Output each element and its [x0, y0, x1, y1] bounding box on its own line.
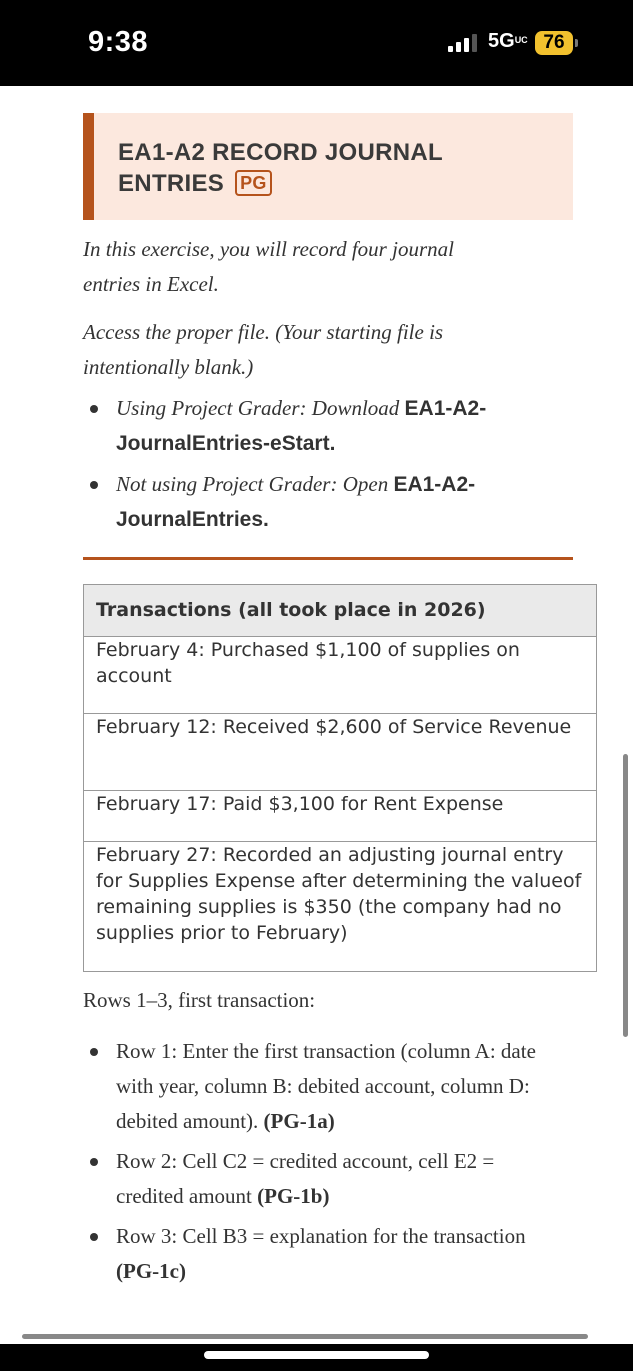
table-cell: February 12: Received $2,600 of Service Revenue — [84, 714, 597, 791]
table-cell: February 4: Purchased $1,100 of supplies on account — [84, 637, 597, 714]
table-cell: February 17: Paid $3,100 for Rent Expense — [84, 791, 597, 842]
transactions-table — [83, 584, 597, 972]
table-cell: February 27: Recorded an adjusting journal entry for Supplies Expense after determining the valueof remaining supplies is $350 (the company had no supplies prior to February) — [84, 842, 597, 972]
network-type: 5G — [488, 30, 515, 52]
pg-code: (PG-1c) — [116, 1259, 186, 1283]
table-row — [84, 791, 597, 842]
table-row — [84, 714, 597, 791]
vertical-scrollbar[interactable] — [623, 754, 628, 1037]
list-item — [83, 1034, 553, 1139]
content-page[interactable] — [0, 86, 633, 1344]
list-item — [83, 1219, 553, 1289]
list-item — [83, 1144, 553, 1214]
file-options-list — [83, 391, 553, 543]
signal-icon — [448, 34, 482, 52]
section-divider — [83, 557, 573, 560]
option-end: . — [329, 432, 336, 455]
horizontal-scrollbar[interactable] — [22, 1334, 588, 1339]
status-time: 9:38 — [88, 26, 149, 58]
list-item — [83, 391, 553, 461]
exercise-title — [118, 137, 498, 199]
pg-badge: PG — [235, 170, 272, 196]
steps-label: Rows 1–3, first transaction: — [83, 988, 316, 1012]
pg-code: (PG-1a) — [263, 1109, 335, 1133]
home-indicator[interactable] — [204, 1351, 429, 1359]
pg-code: (PG-1b) — [257, 1184, 330, 1208]
status-bar — [0, 0, 633, 86]
table-header: Transactions (all took place in 2026) — [84, 585, 597, 637]
file-name: EA1-A2-JournalEntries-eStart — [116, 397, 487, 455]
option-lead: Using Project Grader: Download — [116, 396, 405, 420]
step-text: Row 2: Cell C2 = credited account, cell E2 = credited amount — [116, 1149, 495, 1208]
option-lead: Not using Project Grader: Open — [116, 472, 394, 496]
steps-list — [83, 1034, 553, 1294]
network-suffix: UC — [514, 35, 528, 45]
step-text: Row 3: Cell B3 = explanation for the transaction — [116, 1224, 526, 1248]
battery-icon: 76 — [535, 31, 573, 55]
table-row — [84, 842, 597, 972]
intro-paragraph: In this exercise, you will record four journal entries in Excel. — [83, 237, 454, 296]
battery-tip — [575, 39, 578, 47]
list-item — [83, 467, 553, 537]
option-end: . — [263, 508, 269, 531]
table-row — [84, 637, 597, 714]
step-text: Row 1: Enter the first transaction (column A: date with year, column B: debited account, column D: debited amount). — [116, 1039, 536, 1133]
file-name: EA1-A2-JournalEntries — [116, 473, 476, 531]
exercise-callout — [83, 113, 573, 220]
access-paragraph: Access the proper file. (Your starting file is intentionally blank.) — [83, 320, 444, 379]
network-indicator — [488, 30, 528, 53]
exercise-title-text: EA1-A2 RECORD JOURNAL ENTRIES — [118, 139, 443, 197]
